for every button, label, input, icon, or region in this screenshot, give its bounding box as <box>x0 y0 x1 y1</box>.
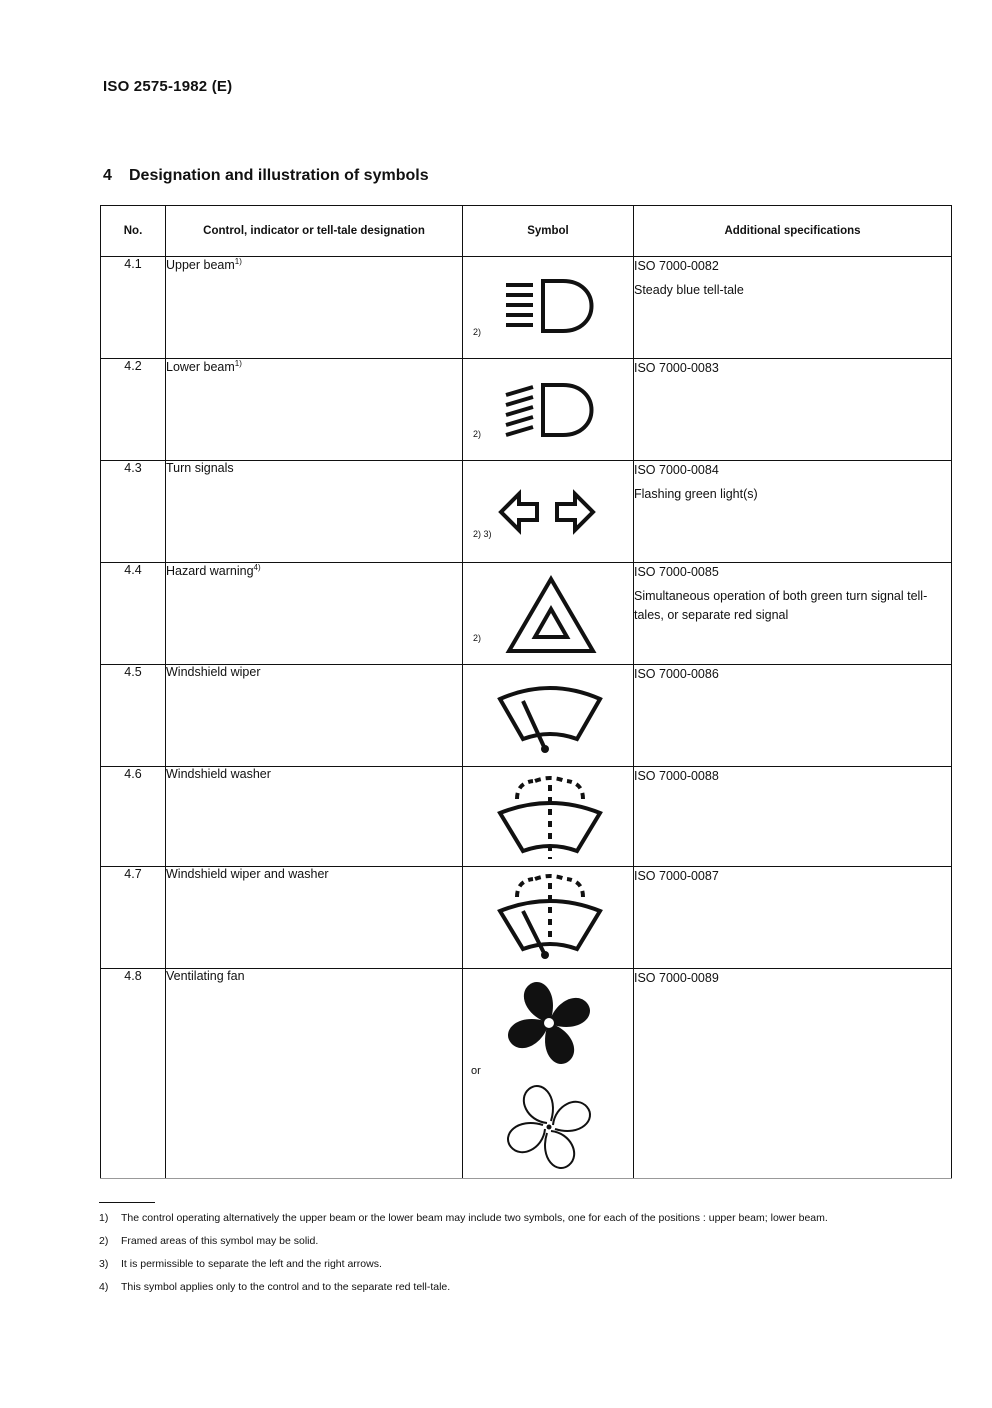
row-number: 4.6 <box>101 767 166 867</box>
upper-beam-icon <box>501 275 601 345</box>
header-specs: Additional specifications <box>634 206 952 257</box>
row-designation: Windshield washer <box>166 767 463 867</box>
section-title <box>103 167 429 185</box>
row-specs: ISO 7000-0085 Simultaneous operation of both green turn signal tell-tales, or separate red signal <box>634 563 952 665</box>
table-row <box>101 969 952 1179</box>
header-designation: Control, indicator or tell-tale designation <box>166 206 463 257</box>
ventilating-fan-outline-icon <box>499 1077 599 1177</box>
row-specs: ISO 7000-0088 <box>634 767 952 867</box>
row-number: 4.4 <box>101 563 166 665</box>
symbol-footnote-ref: 2) <box>473 633 482 643</box>
table-row <box>101 767 952 867</box>
symbol-alternative-label: or <box>471 1065 481 1077</box>
section-heading: Designation and illustration of symbols <box>129 167 429 184</box>
table-row <box>101 867 952 969</box>
footnote: 3) It is permissible to separate the left and the right arrows. <box>99 1258 382 1270</box>
row-specs: ISO 7000-0084 Flashing green light(s) <box>634 461 952 563</box>
section-number: 4 <box>103 167 112 184</box>
row-designation: Windshield wiper and washer <box>166 867 463 969</box>
symbol-cell <box>463 359 634 461</box>
table-row <box>101 257 952 359</box>
windshield-wiper-icon <box>495 679 605 759</box>
table-row <box>101 665 952 767</box>
hazard-triangle-icon <box>501 575 601 655</box>
lower-beam-icon <box>501 379 601 449</box>
symbol-cell <box>463 461 634 563</box>
symbol-cell <box>463 563 634 665</box>
turn-signal-arrows-icon <box>497 487 607 537</box>
header-no: No. <box>101 206 166 257</box>
row-specs: ISO 7000-0083 <box>634 359 952 461</box>
row-designation: Turn signals <box>166 461 463 563</box>
row-number: 4.5 <box>101 665 166 767</box>
symbol-cell <box>463 257 634 359</box>
row-designation: Upper beam$^{1)}$ <box>166 257 463 359</box>
symbol-footnote-ref: 2) <box>473 327 482 337</box>
footnote: 4) This symbol applies only to the control and to the separate red tell-tale. <box>99 1281 451 1293</box>
table-header-row <box>101 206 952 257</box>
footnote-divider <box>99 1202 155 1203</box>
ventilating-fan-solid-icon <box>499 973 599 1073</box>
windshield-washer-icon <box>495 773 605 863</box>
footnote: 2) Framed areas of this symbol may be solid. <box>99 1235 319 1247</box>
table-row <box>101 461 952 563</box>
row-number: 4.7 <box>101 867 166 969</box>
symbol-cell <box>463 969 634 1179</box>
row-number: 4.1 <box>101 257 166 359</box>
row-specs: ISO 7000-0087 <box>634 867 952 969</box>
footnote: 1) The control operating alternatively the upper beam or the lower beam may include two symbols, one for each of the positions : upper beam; lower beam. <box>99 1212 828 1224</box>
symbol-cell <box>463 665 634 767</box>
symbols-table <box>100 205 952 1179</box>
row-specs: ISO 7000-0089 <box>634 969 952 1179</box>
header-symbol: Symbol <box>463 206 634 257</box>
row-specs: ISO 7000-0082 Steady blue tell-tale <box>634 257 952 359</box>
row-number: 4.8 <box>101 969 166 1179</box>
row-designation: Ventilating fan <box>166 969 463 1179</box>
row-designation: Lower beam$^{1)}$ <box>166 359 463 461</box>
row-specs: ISO 7000-0086 <box>634 665 952 767</box>
symbol-footnote-ref: 2) 3) <box>473 529 492 539</box>
row-number: 4.3 <box>101 461 166 563</box>
footnotes <box>99 1212 959 1304</box>
symbol-cell <box>463 767 634 867</box>
document-header: ISO 2575-1982 (E) <box>103 78 233 95</box>
row-designation: Windshield wiper <box>166 665 463 767</box>
symbol-footnote-ref: 2) <box>473 429 482 439</box>
wiper-and-washer-icon <box>495 871 605 961</box>
table-row <box>101 359 952 461</box>
row-designation: Hazard warning$^{4)}$ <box>166 563 463 665</box>
table-row <box>101 563 952 665</box>
symbol-cell <box>463 867 634 969</box>
row-number: 4.2 <box>101 359 166 461</box>
